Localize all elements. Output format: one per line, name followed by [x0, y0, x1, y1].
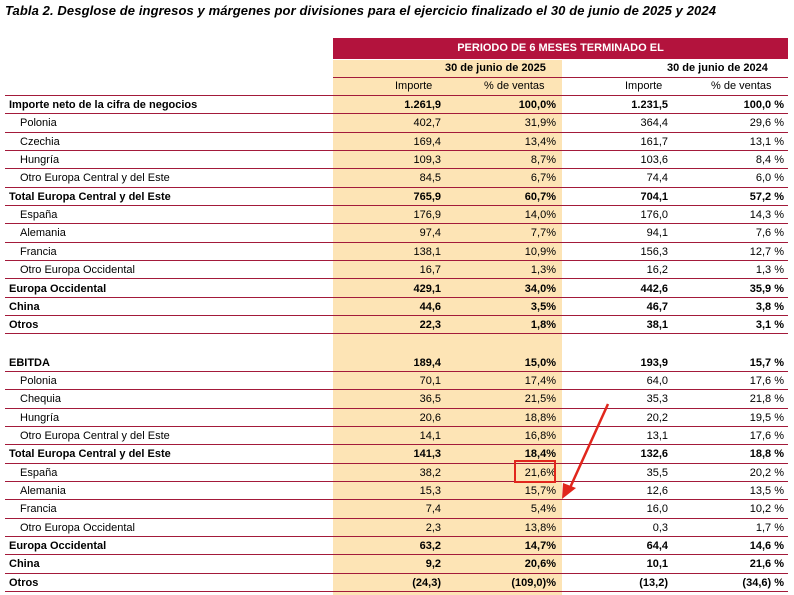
importe-2024: 13,1 [646, 429, 668, 442]
row-label: Europa Occidental [9, 540, 107, 553]
importe-2024: 16,2 [646, 264, 668, 277]
row-label: Europa Occidental [9, 282, 107, 295]
importe-2025: 189,4 [413, 356, 441, 369]
row-label: Alemania [20, 227, 66, 240]
pct-2024: 13,5 % [749, 485, 784, 497]
importe-2025: 44,6 [419, 300, 441, 313]
importe-2024: 704,1 [640, 190, 668, 203]
importe-2025: 402,7 [413, 117, 441, 130]
row-label: Otros [9, 576, 39, 589]
row-label: Otro Europa Central y del Este [20, 429, 170, 442]
importe-2024: 161,7 [640, 135, 668, 148]
pct-2025: (109,0)% [511, 576, 556, 589]
pct-2025: 14,0% [524, 209, 556, 222]
pct-2025: 17,4% [524, 374, 556, 387]
pct-2024: 19,5 % [749, 411, 784, 424]
row-label: Hungría [20, 411, 60, 424]
importe-2024: 0,3 [652, 521, 668, 534]
pct-2025: 3,5% [530, 300, 556, 313]
importe-2025: 138,1 [413, 245, 441, 258]
importe-2024: (13,2) [639, 576, 668, 589]
importe-2024: 38,1 [646, 319, 668, 332]
pct-2024: 21,8 % [749, 393, 784, 406]
pct-2025: 34,0% [524, 282, 556, 295]
row-label: China [9, 558, 40, 571]
pct-2025: 7,7% [530, 227, 556, 240]
col-pct-2025: % de ventas [484, 80, 545, 92]
importe-2025: 38,2 [419, 466, 441, 479]
importe-2024: 16,0 [646, 503, 668, 516]
importe-2025: 36,5 [419, 393, 441, 406]
importe-2024: 442,6 [640, 282, 668, 295]
row-label: Polonia [20, 117, 57, 130]
row-label: Total Europa Central y del Este [9, 190, 171, 203]
importe-2024: 364,4 [640, 117, 668, 130]
pct-2024: 18,8 % [749, 448, 784, 461]
pct-2025: 8,7% [530, 154, 556, 167]
row-label: Importe neto de la cifra de negocios [9, 99, 198, 111]
importe-2025: 15,3 [419, 485, 441, 497]
pct-2025: 21,5% [524, 393, 556, 406]
pct-2024: 7,6 % [755, 227, 784, 240]
pct-2024: 3,1 % [755, 319, 784, 332]
importe-2024: 12,6 [646, 485, 668, 497]
date-2024-header: 30 de junio de 2024 [667, 62, 768, 74]
row-label: España [20, 209, 58, 222]
pct-2025: 21,6% [524, 466, 556, 479]
pct-2024: 1,3 % [755, 264, 784, 277]
importe-2025: 16,7 [419, 264, 441, 277]
col-importe-2025: Importe [395, 80, 433, 92]
row-label: Chequia [20, 393, 61, 406]
importe-2025: 9,2 [425, 558, 441, 571]
period-header: PERIODO DE 6 MESES TERMINADO EL [333, 38, 788, 59]
pct-2025: 14,7% [524, 540, 556, 553]
pct-2024: 35,9 % [749, 282, 784, 295]
importe-2025: (24,3) [412, 576, 441, 589]
pct-2025: 15,0% [524, 356, 556, 369]
row-label: Francia [20, 503, 57, 516]
importe-2025: 429,1 [413, 282, 441, 295]
pct-2025: 18,4% [524, 448, 556, 461]
pct-2025: 13,4% [524, 135, 556, 148]
pct-2024: 14,3 % [749, 209, 784, 222]
row-label: Czechia [20, 135, 60, 148]
pct-2024: 3,8 % [755, 300, 784, 313]
pct-2025: 60,7% [524, 190, 556, 203]
pct-2025: 6,7% [530, 172, 556, 185]
pct-2025: 18,8% [524, 411, 556, 424]
importe-2025: 169,4 [413, 135, 441, 148]
pct-2024: 6,0 % [755, 172, 784, 185]
row-label: Hungría [20, 154, 60, 167]
table-title: Tabla 2. Desglose de ingresos y márgenes por divisiones para el ejercicio finalizado el 30 de junio de 2025 y 2024 [5, 3, 717, 18]
row-label: Polonia [20, 374, 57, 387]
importe-2025: 765,9 [413, 190, 441, 203]
importe-2024: 156,3 [640, 245, 668, 258]
pct-2024: 10,2 % [749, 503, 784, 516]
pct-2024: 29,6 % [749, 117, 784, 130]
pct-2024: 20,2 % [749, 466, 784, 479]
importe-2025: 70,1 [419, 374, 441, 387]
pct-2024: 17,6 % [749, 374, 784, 387]
pct-2024: 15,7 % [749, 356, 784, 369]
row-label: Otros [9, 319, 39, 332]
importe-2024: 46,7 [646, 300, 668, 313]
row-label: España [20, 466, 58, 479]
row-label: Total Europa Central y del Este [9, 448, 171, 461]
importe-2024: 193,9 [640, 356, 668, 369]
importe-2025: 97,4 [419, 227, 441, 240]
row-label: Otro Europa Occidental [20, 521, 135, 534]
row-label: China [9, 300, 40, 313]
importe-2025: 141,3 [413, 448, 441, 461]
row-label: EBITDA [9, 356, 50, 369]
pct-2024: 8,4 % [755, 154, 784, 167]
col-importe-2024: Importe [625, 80, 663, 92]
row-label: Otro Europa Central y del Este [20, 172, 170, 185]
pct-2024: 14,6 % [749, 540, 784, 553]
pct-2025: 100,0% [518, 99, 556, 111]
pct-2024: 1,7 % [755, 521, 784, 534]
pct-2024: 13,1 % [749, 135, 784, 148]
importe-2024: 132,6 [640, 448, 668, 461]
pct-2025: 1,8% [530, 319, 556, 332]
pct-2024: 21,6 % [749, 558, 784, 571]
importe-2025: 20,6 [419, 411, 441, 424]
importe-2025: 14,1 [419, 429, 441, 442]
importe-2024: 64,0 [646, 374, 668, 387]
importe-2024: 74,4 [646, 172, 668, 185]
pct-2024: (34,6) % [742, 576, 784, 589]
importe-2024: 1.231,5 [631, 99, 668, 111]
pct-2024: 57,2 % [749, 190, 784, 203]
pct-2025: 13,8% [524, 521, 556, 534]
pct-2025: 15,7% [524, 485, 556, 497]
pct-2024: 12,7 % [749, 245, 784, 258]
pct-2025: 31,9% [524, 117, 556, 130]
importe-2024: 94,1 [646, 227, 668, 240]
importe-2025: 84,5 [419, 172, 441, 185]
importe-2024: 35,3 [646, 393, 668, 406]
date-2025-header: 30 de junio de 2025 [445, 62, 546, 74]
importe-2024: 103,6 [640, 154, 668, 167]
row-label: Alemania [20, 485, 66, 497]
importe-2025: 22,3 [419, 319, 441, 332]
importe-2025: 109,3 [413, 154, 441, 167]
importe-2025: 7,4 [425, 503, 441, 516]
pct-2024: 100,0 % [743, 99, 784, 111]
row-label: Francia [20, 245, 57, 258]
importe-2025: 63,2 [419, 540, 441, 553]
col-pct-2024: % de ventas [711, 80, 772, 92]
importe-2024: 20,2 [646, 411, 668, 424]
importe-2024: 35,5 [646, 466, 668, 479]
row-label: Otro Europa Occidental [20, 264, 135, 277]
importe-2024: 10,1 [646, 558, 668, 571]
pct-2024: 17,6 % [749, 429, 784, 442]
pct-2025: 5,4% [530, 503, 556, 516]
importe-2024: 176,0 [640, 209, 668, 222]
importe-2025: 2,3 [425, 521, 441, 534]
pct-2025: 16,8% [524, 429, 556, 442]
importe-2025: 176,9 [413, 209, 441, 222]
pct-2025: 10,9% [524, 245, 556, 258]
importe-2024: 64,4 [646, 540, 668, 553]
pct-2025: 1,3% [530, 264, 556, 277]
importe-2025: 1.261,9 [404, 99, 441, 111]
pct-2025: 20,6% [524, 558, 556, 571]
